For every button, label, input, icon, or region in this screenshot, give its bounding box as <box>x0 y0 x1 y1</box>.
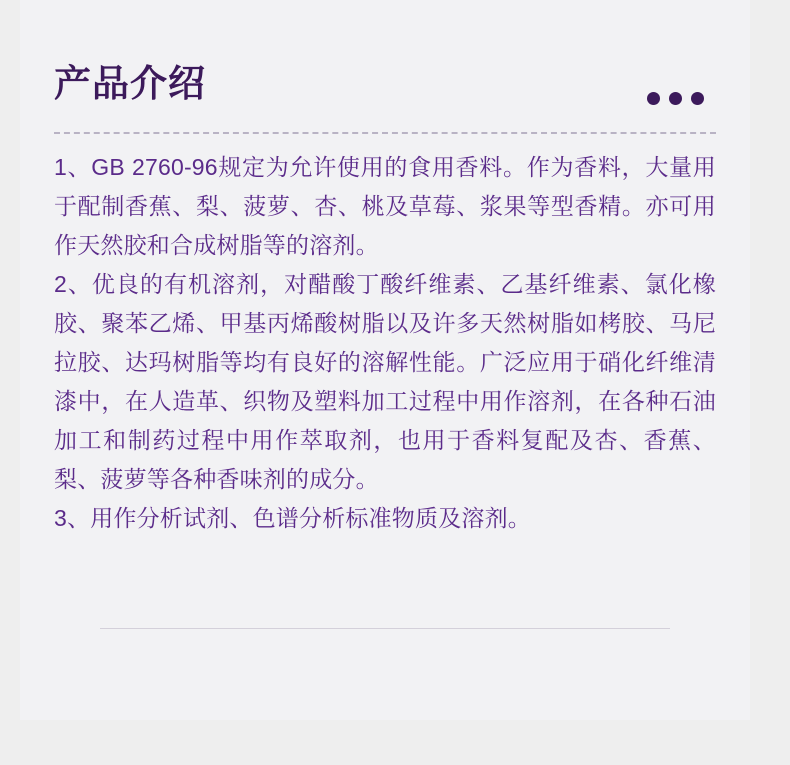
paragraph-3: 3、用作分析试剂、色谱分析标准物质及溶剂。 <box>54 505 531 532</box>
paragraph-2: 2、优良的有机溶剂，对醋酸丁酸纤维素、乙基纤维素、氯化橡胶、聚苯乙烯、甲基丙烯酸树脂以及许多天然树脂如栲胶、马尼拉胶、达玛树脂等均有良好的溶解性能。广泛应用于硝化纤维清漆中，在人造革、织物及塑料加工过程中用作溶剂，在各种石油加工和制药过程中用作萃取剂，也用于香料复配及杏、香蕉、梨、菠萝等各种香味剂的成分。 <box>54 271 716 493</box>
product-description <box>54 148 716 538</box>
dot-1 <box>647 92 660 105</box>
footer-divider <box>100 628 670 629</box>
title-divider <box>54 132 716 134</box>
right-margin <box>750 0 790 765</box>
card-content <box>20 0 750 720</box>
page-title: 产品介绍 <box>54 63 206 104</box>
paragraph-1: 1、GB 2760-96规定为允许使用的食用香料。作为香料，大量用于配制香蕉、梨、菠萝、杏、桃及草莓、浆果等型香精。亦可用作天然胶和合成树脂等的溶剂。 <box>54 154 716 259</box>
product-intro-card <box>20 0 750 720</box>
bottom-margin <box>0 720 790 765</box>
three-dots-icon[interactable] <box>647 92 704 105</box>
dot-3 <box>691 92 704 105</box>
dot-2 <box>669 92 682 105</box>
